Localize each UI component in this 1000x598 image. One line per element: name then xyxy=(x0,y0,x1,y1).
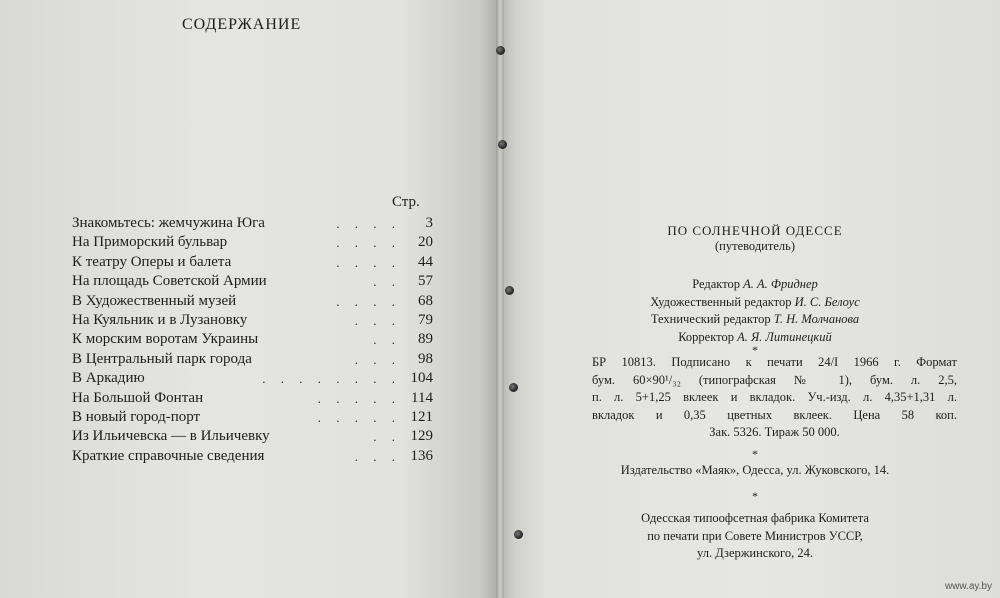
separator-star: * xyxy=(752,447,758,461)
credit-role: Художественный редактор xyxy=(650,294,792,309)
toc-leader-dots: . . . . xyxy=(336,216,401,231)
printer-line: Одесская типоофсетная фабрика Комитета xyxy=(641,511,869,525)
toc-item-page: 3 xyxy=(425,215,433,231)
toc-item-page: 104 xyxy=(410,370,433,387)
credit-name: И. С. Белоус xyxy=(794,294,860,309)
toc-item-label: В новый город-порт xyxy=(72,408,201,425)
toc-row xyxy=(72,233,437,252)
toc-item-label: На Приморский бульвар xyxy=(72,234,228,251)
toc-item-label: Знакомьтесь: жемчужина Юга xyxy=(72,215,265,231)
staple-hole xyxy=(496,46,505,55)
toc-leader-dots: . . . . xyxy=(336,235,401,251)
imprint-block xyxy=(592,354,957,442)
toc-row xyxy=(72,311,437,330)
staple-hole xyxy=(505,286,514,295)
watermark: www.ay.by xyxy=(944,581,992,592)
toc-item-label: В Центральный парк города xyxy=(72,350,252,367)
imprint-line: вкладок и 0,35 цветных вклеек. Цена 58 коп. xyxy=(592,407,957,422)
toc-leader-dots: . . . . xyxy=(336,254,401,270)
imprint-line: п. л. 5+1,25 вклеек и вкладок. Уч.-изд. л. 4,35+1,31 л. xyxy=(592,390,957,404)
toc-row xyxy=(72,369,437,388)
toc-leader-dots: . . xyxy=(373,429,401,445)
toc-item-page: 57 xyxy=(418,273,433,290)
credit-line xyxy=(520,311,990,329)
toc-item-label: К театру Оперы и балета xyxy=(72,253,232,270)
book-subtitle: (путеводитель) xyxy=(715,239,795,253)
imprint-line: бум. 60×90¹/₃₂ (типографская № 1), бум. л. 2,5, xyxy=(592,372,957,387)
separator-star: * xyxy=(752,489,758,503)
toc-item-label: На Большой Фонтан xyxy=(72,389,204,406)
toc-row xyxy=(72,389,437,408)
credit-name: А. Я. Литинецкий xyxy=(737,329,832,344)
toc-leader-dots: . . xyxy=(373,332,401,348)
toc-list xyxy=(72,214,437,466)
toc-item-page: 44 xyxy=(418,253,433,270)
toc-row xyxy=(72,272,437,291)
toc-item-page: 136 xyxy=(410,447,433,464)
toc-row xyxy=(72,408,437,427)
toc-item-label: В Художественный музей xyxy=(72,292,237,309)
toc-row xyxy=(72,253,437,272)
toc-item-label: Краткие справочные сведения xyxy=(72,447,265,464)
credit-name: Т. Н. Молчанова xyxy=(773,312,860,326)
toc-item-page: 68 xyxy=(418,292,433,309)
toc-item-page: 98 xyxy=(418,350,433,367)
toc-item-page: 121 xyxy=(410,408,433,425)
toc-item-label: К морским воротам Украины xyxy=(72,331,259,348)
toc-row xyxy=(72,330,437,349)
toc-item-page: 79 xyxy=(418,311,433,328)
toc-row xyxy=(72,447,437,466)
toc-row xyxy=(72,350,437,369)
credit-role: Технический редактор xyxy=(650,312,771,326)
staple-hole xyxy=(509,383,518,392)
printer-line: по печати при Совете Министров УССР, xyxy=(647,528,863,543)
credit-name: А. А. Фриднер xyxy=(743,277,818,291)
toc-item-page: 129 xyxy=(410,428,433,445)
toc-row xyxy=(72,214,437,233)
toc-leader-dots: . . . . . xyxy=(317,390,401,406)
imprint-line: Зак. 5326. Тираж 50 000. xyxy=(709,425,840,439)
toc-page-header: Стр. xyxy=(392,194,420,210)
toc-row xyxy=(72,427,437,446)
credit-line xyxy=(520,276,990,294)
separator-star: * xyxy=(752,343,758,357)
toc-leader-dots: . . . xyxy=(354,312,401,328)
staple-hole xyxy=(498,140,507,149)
toc-leader-dots: . . . . xyxy=(336,293,401,309)
toc-item-label: Из Ильичевска — в Ильичевку xyxy=(72,428,270,445)
printer-line: ул. Дзержинского, 24. xyxy=(697,546,813,560)
toc-item-label: На площадь Советской Армии xyxy=(72,273,267,290)
credit-line xyxy=(520,294,990,312)
toc-item-page: 89 xyxy=(418,331,433,348)
credits-block xyxy=(520,276,990,346)
toc-item-label: В Аркадию xyxy=(72,370,145,387)
toc-item-page: 114 xyxy=(411,389,433,406)
printer-block xyxy=(520,510,990,563)
credit-role: Корректор xyxy=(678,329,734,344)
imprint-line: БР 10813. Подписано к печати 24/I 1966 г. Формат xyxy=(592,355,957,369)
toc-leader-dots: . . . . . xyxy=(317,409,401,425)
toc-title: СОДЕРЖАНИЕ xyxy=(182,16,302,33)
toc-leader-dots: . . . . . . . . xyxy=(262,371,401,387)
toc-item-label: На Куяльник и в Лузановку xyxy=(72,311,248,328)
publisher-line: Издательство «Маяк», Одесса, ул. Жуковского, 14. xyxy=(620,463,890,477)
book-spine xyxy=(496,0,504,598)
toc-leader-dots: . . . xyxy=(354,448,401,464)
book-title: ПО СОЛНЕЧНОЙ ОДЕССЕ xyxy=(667,223,843,238)
toc-leader-dots: . . xyxy=(373,274,401,290)
toc-item-page: 20 xyxy=(418,234,433,251)
toc-row xyxy=(72,292,437,311)
credit-role: Редактор xyxy=(692,277,740,291)
toc-leader-dots: . . . xyxy=(354,351,401,367)
